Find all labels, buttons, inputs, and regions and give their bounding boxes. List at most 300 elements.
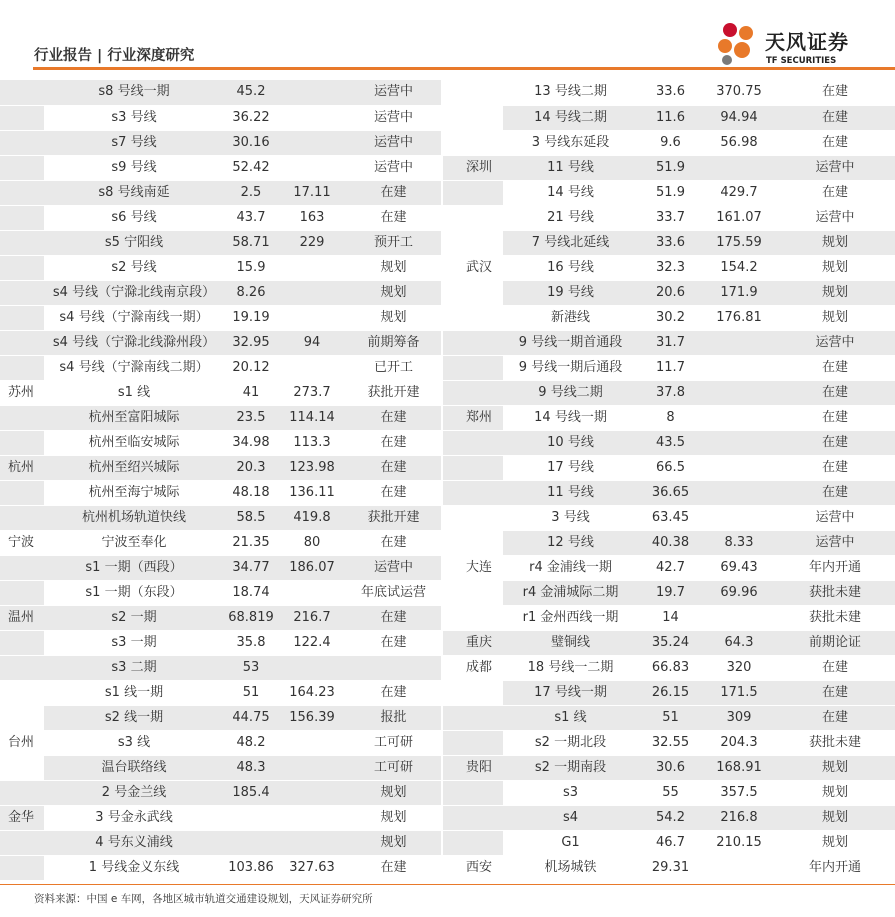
status-cell: 运营中 — [346, 105, 441, 130]
status-cell: 在建 — [775, 180, 895, 205]
table-row — [0, 855, 441, 880]
length-cell: 185.4 — [224, 780, 278, 805]
table-row — [443, 780, 895, 805]
investment-cell — [278, 830, 346, 855]
table-row — [443, 430, 895, 455]
investment-cell — [703, 380, 775, 405]
city-cell — [443, 430, 503, 455]
investment-cell — [278, 355, 346, 380]
line-name-cell: 3 号线东延段 — [503, 130, 638, 155]
length-cell: 8.26 — [224, 280, 278, 305]
line-name-cell: s4 号线（宁滁南线一期） — [44, 305, 224, 330]
city-cell — [443, 330, 503, 355]
table-row — [443, 755, 895, 780]
investment-cell — [278, 280, 346, 305]
city-cell — [443, 830, 503, 855]
length-cell: 36.65 — [638, 480, 703, 505]
city-cell: 西安 — [443, 855, 503, 880]
length-cell: 21.35 — [224, 530, 278, 555]
table-row — [0, 180, 441, 205]
table-row — [443, 280, 895, 305]
line-name-cell: 11 号线 — [503, 155, 638, 180]
line-name-cell: s4 号线（宁滁北线滁州段） — [44, 330, 224, 355]
line-name-cell: s1 一期（西段） — [44, 555, 224, 580]
city-cell — [443, 205, 503, 230]
length-cell: 33.6 — [638, 80, 703, 105]
length-cell: 44.75 — [224, 705, 278, 730]
length-cell: 63.45 — [638, 505, 703, 530]
status-cell: 运营中 — [775, 205, 895, 230]
investment-cell — [278, 130, 346, 155]
table-row — [0, 155, 441, 180]
status-cell: 在建 — [775, 480, 895, 505]
line-name-cell: s3 一期 — [44, 630, 224, 655]
status-cell: 获批未建 — [775, 580, 895, 605]
table-row — [443, 555, 895, 580]
city-cell — [0, 230, 44, 255]
length-cell: 41 — [224, 380, 278, 405]
city-cell — [0, 855, 44, 880]
city-cell — [0, 330, 44, 355]
length-cell: 26.15 — [638, 680, 703, 705]
line-name-cell: s6 号线 — [44, 205, 224, 230]
length-cell: 53 — [224, 655, 278, 680]
line-name-cell: r4 金浦线一期 — [503, 555, 638, 580]
table-row — [443, 180, 895, 205]
line-name-cell: s3 线 — [44, 730, 224, 755]
status-cell: 运营中 — [775, 330, 895, 355]
line-name-cell: s8 号线南延 — [44, 180, 224, 205]
city-cell: 成都 — [443, 655, 503, 680]
investment-cell — [703, 405, 775, 430]
length-cell: 51.9 — [638, 155, 703, 180]
tf-securities-logo — [713, 18, 883, 68]
length-cell: 33.6 — [638, 230, 703, 255]
status-cell: 在建 — [346, 530, 441, 555]
table-row — [0, 605, 441, 630]
status-cell: 规划 — [346, 830, 441, 855]
length-cell: 11.6 — [638, 105, 703, 130]
investment-cell: 69.96 — [703, 580, 775, 605]
city-cell — [0, 405, 44, 430]
status-cell: 在建 — [775, 380, 895, 405]
status-cell: 年内开通 — [775, 555, 895, 580]
status-cell: 规划 — [346, 255, 441, 280]
investment-cell — [278, 805, 346, 830]
length-cell: 43.5 — [638, 430, 703, 455]
investment-cell — [703, 480, 775, 505]
investment-cell — [703, 355, 775, 380]
table-row — [0, 505, 441, 530]
length-cell: 46.7 — [638, 830, 703, 855]
investment-cell: 210.15 — [703, 830, 775, 855]
status-cell: 规划 — [775, 280, 895, 305]
city-cell — [443, 505, 503, 530]
length-cell: 103.86 — [224, 855, 278, 880]
line-name-cell: 18 号线一二期 — [503, 655, 638, 680]
line-name-cell: s1 一期（东段） — [44, 580, 224, 605]
length-cell: 52.42 — [224, 155, 278, 180]
table-row — [0, 405, 441, 430]
line-name-cell: s3 — [503, 780, 638, 805]
city-cell — [443, 780, 503, 805]
table-row — [0, 330, 441, 355]
investment-cell: 80 — [278, 530, 346, 555]
table-row — [0, 205, 441, 230]
investment-cell: 94 — [278, 330, 346, 355]
status-cell: 在建 — [346, 430, 441, 455]
investment-cell — [278, 255, 346, 280]
table-row — [0, 580, 441, 605]
length-cell: 32.95 — [224, 330, 278, 355]
city-cell — [0, 680, 44, 705]
investment-cell: 163 — [278, 205, 346, 230]
investment-cell: 419.8 — [278, 505, 346, 530]
investment-cell — [703, 505, 775, 530]
status-cell: 在建 — [346, 405, 441, 430]
investment-cell: 186.07 — [278, 555, 346, 580]
length-cell: 58.5 — [224, 505, 278, 530]
city-cell — [0, 155, 44, 180]
length-cell: 51 — [638, 705, 703, 730]
length-cell: 35.24 — [638, 630, 703, 655]
city-cell: 杭州 — [0, 455, 44, 480]
investment-cell — [703, 330, 775, 355]
table-row — [443, 630, 895, 655]
investment-cell: 229 — [278, 230, 346, 255]
length-cell: 54.2 — [638, 805, 703, 830]
line-name-cell: 17 号线一期 — [503, 680, 638, 705]
investment-cell — [703, 430, 775, 455]
investment-cell — [703, 155, 775, 180]
line-name-cell: s2 一期北段 — [503, 730, 638, 755]
length-cell: 68.819 — [224, 605, 278, 630]
length-cell: 8 — [638, 405, 703, 430]
city-cell — [0, 305, 44, 330]
status-cell: 规划 — [775, 255, 895, 280]
footer-divider — [0, 884, 895, 885]
status-cell: 在建 — [346, 455, 441, 480]
line-name-cell: s9 号线 — [44, 155, 224, 180]
length-cell: 30.6 — [638, 755, 703, 780]
status-cell: 规划 — [346, 305, 441, 330]
city-cell: 大连 — [443, 555, 503, 580]
status-cell: 获批开建 — [346, 380, 441, 405]
table-row — [443, 680, 895, 705]
line-name-cell: s1 线 — [44, 380, 224, 405]
line-name-cell: s2 一期南段 — [503, 755, 638, 780]
status-cell: 运营中 — [775, 505, 895, 530]
header-divider — [33, 67, 895, 70]
table-row — [443, 480, 895, 505]
status-cell: 报批 — [346, 705, 441, 730]
line-name-cell: 12 号线 — [503, 530, 638, 555]
investment-cell: 171.5 — [703, 680, 775, 705]
table-row — [443, 205, 895, 230]
investment-cell: 309 — [703, 705, 775, 730]
investment-cell: 161.07 — [703, 205, 775, 230]
length-cell: 19.7 — [638, 580, 703, 605]
status-cell: 规划 — [775, 305, 895, 330]
line-name-cell: 杭州至临安城际 — [44, 430, 224, 455]
right-projects-table — [443, 80, 895, 881]
line-name-cell: s1 线 — [503, 705, 638, 730]
city-cell: 武汉 — [443, 255, 503, 280]
status-cell: 在建 — [775, 655, 895, 680]
investment-cell — [703, 855, 775, 880]
table-row — [0, 755, 441, 780]
status-cell: 在建 — [775, 130, 895, 155]
length-cell: 34.98 — [224, 430, 278, 455]
status-cell: 规划 — [775, 230, 895, 255]
line-name-cell: 21 号线 — [503, 205, 638, 230]
line-name-cell: 7 号线北延线 — [503, 230, 638, 255]
table-row — [0, 830, 441, 855]
table-row — [443, 330, 895, 355]
investment-cell: 216.8 — [703, 805, 775, 830]
status-cell: 规划 — [775, 805, 895, 830]
investment-cell — [278, 305, 346, 330]
status-cell: 在建 — [775, 705, 895, 730]
table-row — [0, 730, 441, 755]
table-row — [443, 655, 895, 680]
line-name-cell: r1 金州西线一期 — [503, 605, 638, 630]
investment-cell — [278, 655, 346, 680]
length-cell: 66.5 — [638, 455, 703, 480]
table-row — [0, 530, 441, 555]
investment-cell: 17.11 — [278, 180, 346, 205]
line-name-cell: r4 金浦城际二期 — [503, 580, 638, 605]
table-row — [443, 380, 895, 405]
city-cell — [0, 580, 44, 605]
line-name-cell: 9 号线一期后通段 — [503, 355, 638, 380]
investment-cell: 136.11 — [278, 480, 346, 505]
investment-cell: 154.2 — [703, 255, 775, 280]
status-cell: 在建 — [775, 80, 895, 105]
length-cell: 48.18 — [224, 480, 278, 505]
city-cell — [443, 530, 503, 555]
city-cell — [0, 555, 44, 580]
investment-cell: 327.63 — [278, 855, 346, 880]
logo-name-en: TF SECURITIES — [766, 56, 837, 66]
length-cell: 14 — [638, 605, 703, 630]
left-projects-table — [0, 80, 441, 881]
city-cell — [0, 105, 44, 130]
length-cell: 32.3 — [638, 255, 703, 280]
city-cell — [443, 705, 503, 730]
status-cell: 在建 — [775, 405, 895, 430]
investment-cell: 8.33 — [703, 530, 775, 555]
status-cell: 规划 — [775, 830, 895, 855]
line-name-cell: s2 线一期 — [44, 705, 224, 730]
city-cell — [443, 730, 503, 755]
line-name-cell: 9 号线二期 — [503, 380, 638, 405]
line-name-cell: s4 号线（宁滁南线二期） — [44, 355, 224, 380]
table-row — [443, 455, 895, 480]
city-cell — [0, 655, 44, 680]
city-cell: 宁波 — [0, 530, 44, 555]
line-name-cell: 温台联络线 — [44, 755, 224, 780]
status-cell: 规划 — [346, 780, 441, 805]
table-row — [0, 380, 441, 405]
line-name-cell: s4 — [503, 805, 638, 830]
table-row — [0, 280, 441, 305]
line-name-cell: 杭州至海宁城际 — [44, 480, 224, 505]
table-row — [443, 155, 895, 180]
table-row — [443, 705, 895, 730]
city-cell — [443, 355, 503, 380]
table-row — [0, 480, 441, 505]
city-cell — [443, 80, 503, 105]
city-cell — [0, 430, 44, 455]
length-cell: 42.7 — [638, 555, 703, 580]
status-cell: 在建 — [775, 680, 895, 705]
status-cell: 规划 — [775, 755, 895, 780]
line-name-cell: 16 号线 — [503, 255, 638, 280]
line-name-cell: s2 一期 — [44, 605, 224, 630]
status-cell: 在建 — [346, 680, 441, 705]
line-name-cell: s5 宁阳线 — [44, 230, 224, 255]
status-cell: 前期论证 — [775, 630, 895, 655]
length-cell — [224, 830, 278, 855]
line-name-cell: s8 号线一期 — [44, 80, 224, 105]
city-cell — [443, 180, 503, 205]
investment-cell: 273.7 — [278, 380, 346, 405]
status-cell: 年内开通 — [775, 855, 895, 880]
investment-cell: 164.23 — [278, 680, 346, 705]
line-name-cell: s3 号线 — [44, 105, 224, 130]
length-cell: 20.3 — [224, 455, 278, 480]
city-cell — [0, 830, 44, 855]
investment-cell — [278, 780, 346, 805]
line-name-cell: 9 号线一期首通段 — [503, 330, 638, 355]
city-cell — [443, 480, 503, 505]
city-cell — [0, 280, 44, 305]
length-cell: 34.77 — [224, 555, 278, 580]
city-cell: 重庆 — [443, 630, 503, 655]
line-name-cell: s7 号线 — [44, 130, 224, 155]
investment-cell: 171.9 — [703, 280, 775, 305]
logo-flower-icon — [713, 18, 763, 68]
line-name-cell: s1 线一期 — [44, 680, 224, 705]
length-cell: 11.7 — [638, 355, 703, 380]
investment-cell: 114.14 — [278, 405, 346, 430]
city-cell — [443, 605, 503, 630]
investment-cell: 56.98 — [703, 130, 775, 155]
investment-cell: 69.43 — [703, 555, 775, 580]
table-row — [443, 255, 895, 280]
city-cell — [0, 480, 44, 505]
investment-cell — [278, 155, 346, 180]
table-row — [0, 555, 441, 580]
table-row — [0, 655, 441, 680]
length-cell: 36.22 — [224, 105, 278, 130]
line-name-cell: s2 号线 — [44, 255, 224, 280]
city-cell — [443, 455, 503, 480]
status-cell: 规划 — [775, 780, 895, 805]
status-cell: 工可研 — [346, 730, 441, 755]
length-cell: 30.2 — [638, 305, 703, 330]
data-source-note: 资料来源：中国 e 车网，各地区城市轨道交通建设规划，天风证券研究所 — [34, 893, 373, 905]
table-row — [0, 430, 441, 455]
length-cell: 2.5 — [224, 180, 278, 205]
status-cell: 在建 — [346, 205, 441, 230]
city-cell: 金华 — [0, 805, 44, 830]
table-row — [443, 505, 895, 530]
status-cell: 运营中 — [346, 155, 441, 180]
line-name-cell: 1 号线金义东线 — [44, 855, 224, 880]
city-cell — [0, 755, 44, 780]
status-cell: 获批未建 — [775, 730, 895, 755]
table-row — [0, 630, 441, 655]
length-cell: 20.12 — [224, 355, 278, 380]
line-name-cell: 杭州至绍兴城际 — [44, 455, 224, 480]
table-row — [0, 230, 441, 255]
table-row — [443, 305, 895, 330]
line-name-cell: 14 号线一期 — [503, 405, 638, 430]
length-cell: 48.3 — [224, 755, 278, 780]
line-name-cell: s3 二期 — [44, 655, 224, 680]
status-cell: 运营中 — [775, 530, 895, 555]
rail-projects-tables — [0, 80, 895, 885]
city-cell — [0, 355, 44, 380]
line-name-cell: 10 号线 — [503, 430, 638, 455]
line-name-cell: 杭州机场轨道快线 — [44, 505, 224, 530]
table-row — [0, 355, 441, 380]
city-cell: 贵阳 — [443, 755, 503, 780]
city-cell — [443, 230, 503, 255]
status-cell: 年底试运营 — [346, 580, 441, 605]
length-cell: 15.9 — [224, 255, 278, 280]
city-cell — [0, 630, 44, 655]
status-cell: 运营中 — [346, 80, 441, 105]
status-cell — [346, 655, 441, 680]
table-row — [443, 105, 895, 130]
investment-cell: 370.75 — [703, 80, 775, 105]
table-row — [0, 705, 441, 730]
investment-cell: 113.3 — [278, 430, 346, 455]
status-cell: 规划 — [346, 280, 441, 305]
status-cell: 在建 — [346, 180, 441, 205]
status-cell: 已开工 — [346, 355, 441, 380]
city-cell — [0, 780, 44, 805]
table-row — [443, 230, 895, 255]
status-cell: 前期筹备 — [346, 330, 441, 355]
city-cell: 温州 — [0, 605, 44, 630]
status-cell: 运营中 — [346, 130, 441, 155]
city-cell — [443, 105, 503, 130]
table-row — [0, 80, 441, 105]
line-name-cell: s4 号线（宁滁北线南京段） — [44, 280, 224, 305]
investment-cell: 357.5 — [703, 780, 775, 805]
length-cell: 40.38 — [638, 530, 703, 555]
city-cell — [443, 580, 503, 605]
line-name-cell: 14 号线 — [503, 180, 638, 205]
status-cell: 运营中 — [346, 555, 441, 580]
length-cell: 58.71 — [224, 230, 278, 255]
status-cell: 规划 — [346, 805, 441, 830]
table-row — [443, 80, 895, 105]
line-name-cell: 14 号线二期 — [503, 105, 638, 130]
line-name-cell: 璧铜线 — [503, 630, 638, 655]
line-name-cell: 宁波至奉化 — [44, 530, 224, 555]
length-cell: 29.31 — [638, 855, 703, 880]
table-row — [443, 530, 895, 555]
city-cell: 台州 — [0, 730, 44, 755]
length-cell: 48.2 — [224, 730, 278, 755]
investment-cell: 64.3 — [703, 630, 775, 655]
report-header — [0, 0, 895, 80]
